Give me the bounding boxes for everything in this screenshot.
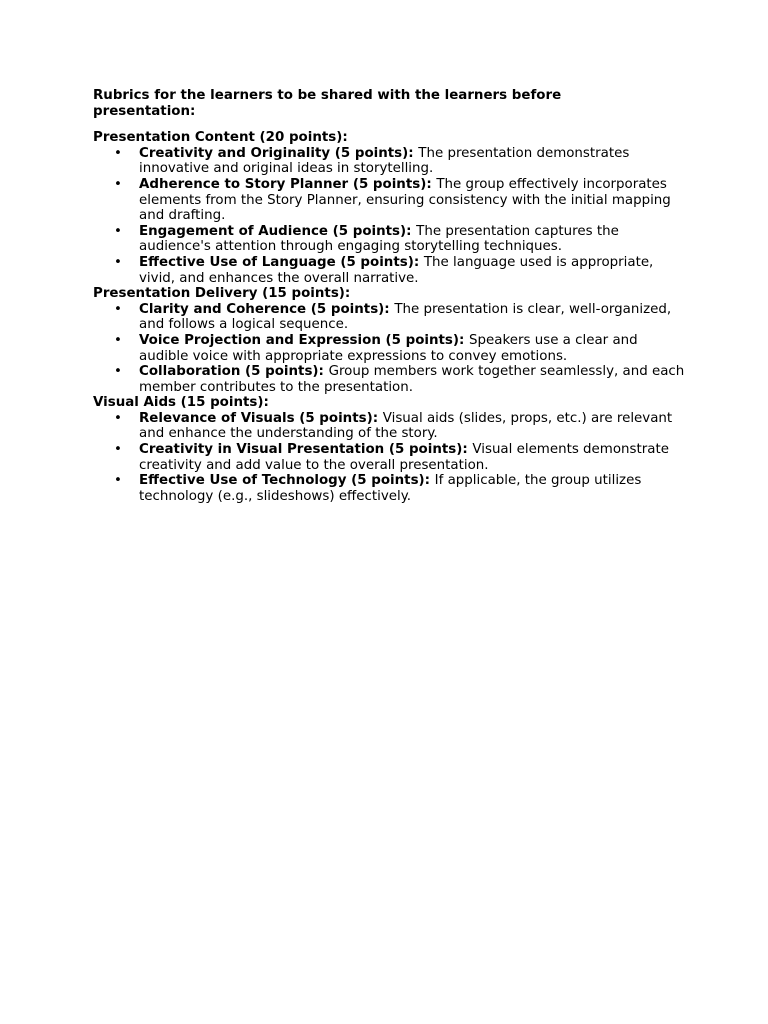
criterion-description: The presentation is clear, well-organized, and follows a logical sequence. [139, 301, 672, 333]
list-item [93, 224, 687, 255]
criterion-description: The presentation demonstrates innovative and original ideas in storytelling. [139, 145, 630, 177]
criterion-name: Collaboration (5 points): [139, 364, 329, 380]
criterion-description: Visual elements demonstrate creativity and add value to the overall presentation. [139, 442, 669, 473]
list-item [93, 146, 687, 177]
criterion-description: Visual aids (slides, props, etc.) are relevant and enhance the understanding of the story. [139, 410, 673, 442]
criterion-name: Creativity and Originality (5 points): [139, 145, 419, 161]
criterion-name: Voice Projection and Expression (5 points): [139, 332, 470, 348]
bullet-icon: • [114, 473, 122, 489]
criteria-list [93, 302, 693, 396]
criterion-description: The group effectively incorporates elements from the Story Planner, ensuring consistency with the initial mapping and drafting. [139, 176, 671, 224]
criterion-description: Group members work together seamlessly, and each member contributes to the presentation. [139, 364, 685, 395]
list-item [93, 177, 687, 224]
criterion-name: Adherence to Story Planner (5 points): [139, 176, 437, 192]
bullet-icon: • [114, 332, 122, 348]
criterion-name: Clarity and Coherence (5 points): [139, 301, 395, 317]
list-item [93, 473, 687, 504]
criterion-name: Effective Use of Technology (5 points): [139, 473, 435, 489]
list-item [93, 364, 687, 395]
criterion-description: The presentation captures the audience's attention through engaging storytelling techniques. [139, 223, 619, 255]
bullet-icon: • [114, 223, 122, 239]
criterion-name: Engagement of Audience (5 points): [139, 223, 417, 239]
bullet-icon: • [114, 410, 122, 426]
criterion-description: The language used is appropriate, vivid, and enhances the overall narrative. [139, 254, 654, 286]
list-item [93, 333, 687, 364]
bullet-icon: • [114, 254, 122, 270]
criteria-list [93, 146, 693, 286]
document-title: Rubrics for the learners to be shared with the learners before presentation: [93, 88, 562, 119]
list-item [93, 302, 687, 333]
criterion-name: Effective Use of Language (5 points): [139, 254, 424, 270]
bullet-icon: • [114, 176, 122, 192]
section-heading: Visual Aids (15 points): [93, 395, 269, 411]
criterion-name: Relevance of Visuals (5 points): [139, 410, 383, 426]
section-presentation-delivery [93, 286, 693, 395]
bullet-icon: • [114, 301, 122, 317]
criterion-name: Creativity in Visual Presentation (5 points): [139, 442, 473, 458]
list-item [93, 442, 687, 473]
bullet-icon: • [114, 442, 122, 458]
criterion-description: Speakers use a clear and audible voice with appropriate expressions to convey emotions. [139, 332, 638, 364]
list-item [93, 411, 687, 442]
section-visual-aids [93, 395, 693, 504]
section-presentation-content [93, 130, 693, 286]
criterion-description: If applicable, the group utilizes technology (e.g., slideshows) effectively. [139, 473, 642, 504]
section-heading: Presentation Content (20 points): [93, 130, 348, 146]
bullet-icon: • [114, 145, 122, 161]
criteria-list [93, 411, 693, 505]
list-item [93, 255, 687, 286]
section-heading: Presentation Delivery (15 points): [93, 286, 351, 302]
document-page [93, 88, 693, 504]
bullet-icon: • [114, 364, 122, 380]
